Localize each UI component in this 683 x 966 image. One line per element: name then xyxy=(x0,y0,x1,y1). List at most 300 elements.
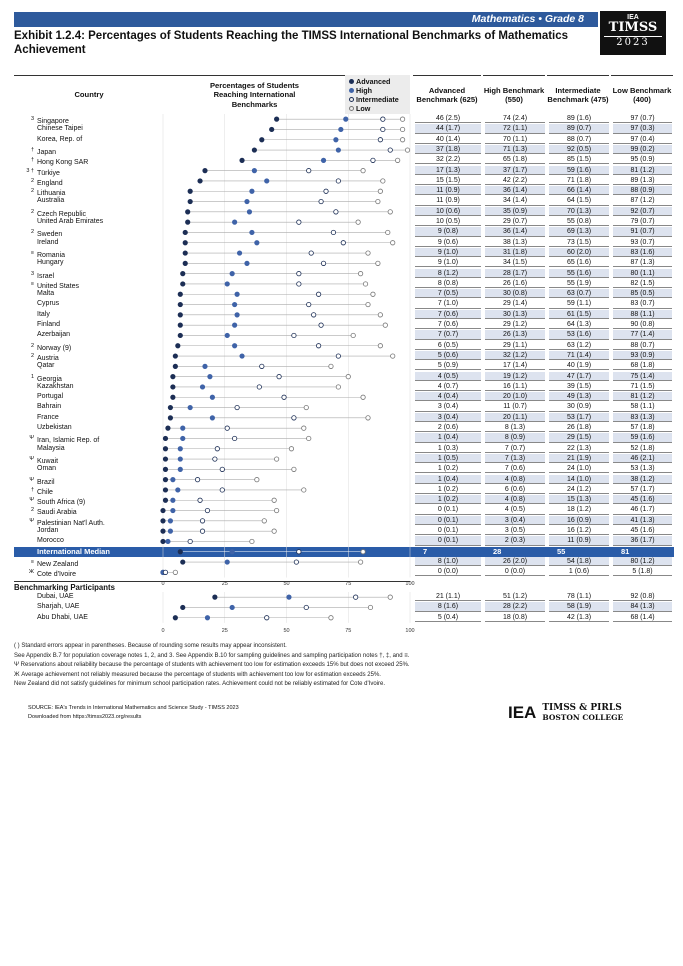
low-dot xyxy=(274,508,278,512)
country-note: 1 xyxy=(30,373,34,380)
low-dot xyxy=(368,605,372,609)
advanced-dot xyxy=(274,117,278,121)
intermediate-dot xyxy=(195,477,199,481)
low-dot xyxy=(351,333,355,337)
benchmark-value: 68 (1.4) xyxy=(613,613,672,622)
high-dot xyxy=(203,364,207,368)
benchmark-value: 5 (1.8) xyxy=(613,567,672,576)
benchmark-value: 83 (0.7) xyxy=(613,299,672,308)
benchmark-value: 4 (0.5) xyxy=(415,372,481,381)
low-dot xyxy=(356,220,360,224)
country-note: 2 xyxy=(30,208,34,215)
high-dot xyxy=(171,477,175,481)
low-dot xyxy=(400,138,404,142)
intermediate-dot xyxy=(260,364,264,368)
timss-logo: IEA TIMSS 2023 xyxy=(600,11,666,55)
benchmark-value: 7 (0.7) xyxy=(485,444,545,453)
benchmark-value: 81 (1.2) xyxy=(613,166,672,175)
intermediate-dot xyxy=(297,282,301,286)
benchmark-value: 17 (1.3) xyxy=(415,166,481,175)
benchmark-value: 70 (1.3) xyxy=(549,207,609,216)
benchmark-value: 8 (0.9) xyxy=(485,433,545,442)
col-country: Country xyxy=(14,75,164,114)
low-dot xyxy=(363,282,367,286)
intermediate-dot xyxy=(232,436,236,440)
benchmark-value: 42 (2.2) xyxy=(485,176,545,185)
high-dot xyxy=(208,374,212,378)
high-dot xyxy=(181,436,185,440)
high-dot xyxy=(225,282,229,286)
intermediate-dot xyxy=(309,251,313,255)
intermediate-dot xyxy=(371,158,375,162)
benchmark-value: 59 (1.6) xyxy=(549,166,609,175)
benchmark-value: 70 (1.1) xyxy=(485,135,545,144)
benchmark-value: 24 (1.2) xyxy=(549,485,609,494)
benchmark-value: 69 (1.3) xyxy=(549,227,609,236)
benchmark-value: 45 (1.6) xyxy=(613,526,672,535)
intermediate-dot xyxy=(319,323,323,327)
country-name: 3 Singapore xyxy=(20,114,170,127)
benchmark-value: 26 (1.6) xyxy=(485,279,545,288)
benchmark-value: 66 (1.4) xyxy=(549,186,609,195)
benchmark-value: 92 (0.8) xyxy=(613,592,672,601)
benchmark-value: 5 (0.6) xyxy=(415,351,481,360)
country-name: 2 Saudi Arabia xyxy=(20,505,170,518)
advanced-dot xyxy=(163,498,167,502)
low-dot xyxy=(329,364,333,368)
col-low: Low Benchmark (400) xyxy=(611,75,673,114)
benchmark-value: 10 (0.6) xyxy=(415,207,481,216)
country-name: Australia xyxy=(37,197,65,205)
axis-tick-label: 100 xyxy=(405,628,415,634)
benchmark-value: 92 (0.7) xyxy=(613,207,672,216)
country-name: ≡ Romania xyxy=(20,248,170,261)
benchmark-value: 57 (1.7) xyxy=(613,485,672,494)
intermediate-dot xyxy=(200,519,204,523)
intermediate-dot xyxy=(235,405,239,409)
benchmark-value: 55 (1.9) xyxy=(549,279,609,288)
axis-tick-label: 25 xyxy=(221,628,228,634)
advanced-dot xyxy=(269,127,273,131)
benchmark-value: 22 (1.3) xyxy=(549,444,609,453)
high-dot xyxy=(245,261,249,265)
low-dot xyxy=(173,570,177,574)
high-dot xyxy=(287,595,291,599)
col-chart: Percentages of Students Reaching International Benchmarks xyxy=(164,75,345,114)
benchmark-value: 28 xyxy=(485,547,545,556)
benchmark-value: 4 (0.8) xyxy=(485,495,545,504)
high-dot xyxy=(178,467,182,471)
benchmark-value: 38 (1.3) xyxy=(485,238,545,247)
benchmark-value: 59 (1.6) xyxy=(613,433,672,442)
benchmark-value: 26 (1.8) xyxy=(549,423,609,432)
benchmark-value: 8 (1.0) xyxy=(415,557,481,566)
benchmark-value: 4 (0.5) xyxy=(485,505,545,514)
country-note: 2 xyxy=(30,177,34,184)
advanced-dot xyxy=(163,447,167,451)
benchmark-value: 1 (0.6) xyxy=(549,567,609,576)
advanced-dot xyxy=(178,333,182,337)
intermediate-dot xyxy=(321,261,325,265)
country-note: Ψ xyxy=(29,435,34,442)
benchmark-value: 4 (0.7) xyxy=(415,382,481,391)
high-dot xyxy=(255,241,259,245)
country-name: Jordan xyxy=(37,527,59,534)
benchmark-value: 93 (0.9) xyxy=(613,351,672,360)
benchmark-value: 74 (2.4) xyxy=(485,114,545,123)
benchmark-value: 58 (1.1) xyxy=(613,402,672,411)
benchmark-value: 19 (1.2) xyxy=(485,372,545,381)
benchmark-value: 7 (0.7) xyxy=(415,330,481,339)
benchmark-value: 38 (1.2) xyxy=(613,475,672,484)
benchmark-value: 1 (0.2) xyxy=(415,495,481,504)
legend-intermediate: Intermediate xyxy=(349,95,406,104)
benchmark-value: 11 (0.9) xyxy=(549,536,609,545)
benchmark-value: 83 (1.3) xyxy=(613,413,672,422)
benchmark-value: 9 (1.0) xyxy=(415,248,481,257)
high-dot xyxy=(225,560,229,564)
advanced-dot xyxy=(163,488,167,492)
benchmark-value: 8 (0.8) xyxy=(415,279,481,288)
benchmark-value: 90 (0.8) xyxy=(613,320,672,329)
high-dot xyxy=(344,117,348,121)
col-high: High Benchmark (550) xyxy=(483,75,545,114)
benchmark-value: 0 (0.1) xyxy=(415,526,481,535)
country-name: Ψ South Africa (9) xyxy=(20,495,170,508)
advanced-dot xyxy=(171,385,175,389)
country-name: 2 Lithuania xyxy=(20,186,170,199)
low-dot xyxy=(383,323,387,327)
benchmark-value: 11 (0.9) xyxy=(415,186,481,195)
benchmark-value: 42 (1.3) xyxy=(549,613,609,622)
low-dot xyxy=(378,189,382,193)
country-name: Dubai, UAE xyxy=(37,593,74,600)
advanced-dot xyxy=(181,271,185,275)
benchmark-value: 45 (1.6) xyxy=(613,495,672,504)
advanced-dot xyxy=(173,354,177,358)
benchmark-value: 89 (0.7) xyxy=(549,124,609,133)
benchmark-value: 7 (0.5) xyxy=(415,289,481,298)
benchmark-value: 7 (0.6) xyxy=(415,310,481,319)
intermediate-dot xyxy=(297,220,301,224)
country-name: Abu Dhabi, UAE xyxy=(37,613,88,621)
advanced-dot xyxy=(183,230,187,234)
benchmark-value: 18 (0.8) xyxy=(485,613,545,622)
benchmark-value: 2 (0.6) xyxy=(415,423,481,432)
benchmark-value: 1 (0.2) xyxy=(415,464,481,473)
benchmark-value: 7 (0.6) xyxy=(485,464,545,473)
country-name: United Arab Emirates xyxy=(37,218,104,225)
advanced-dot xyxy=(183,251,187,255)
country-name: Kazakhstan xyxy=(37,382,74,390)
high-dot xyxy=(321,158,325,162)
country-name: Ж Cote d'Ivoire xyxy=(20,567,170,580)
legend-high: High xyxy=(349,86,406,95)
benchmark-value: 72 (1.1) xyxy=(485,124,545,133)
high-dot xyxy=(237,251,241,255)
benchmark-value: 28 (2.2) xyxy=(485,602,545,611)
low-dot xyxy=(386,230,390,234)
advanced-dot xyxy=(213,595,217,599)
benchmark-value: 46 (2.1) xyxy=(613,454,672,463)
country-note: Ψ xyxy=(29,476,34,483)
low-dot xyxy=(366,416,370,420)
low-dot xyxy=(361,395,365,399)
low-dot xyxy=(395,158,399,162)
advanced-dot xyxy=(203,168,207,172)
high-dot xyxy=(265,179,269,183)
high-dot xyxy=(200,385,204,389)
benchmark-value: 4 (0.4) xyxy=(415,392,481,401)
benchmark-value: 34 (1.4) xyxy=(485,196,545,205)
low-dot xyxy=(272,498,276,502)
benchmark-value: 26 (2.0) xyxy=(485,557,545,566)
benchmark-value: 40 (1.4) xyxy=(415,135,481,144)
benchmark-value: 26 (1.3) xyxy=(485,330,545,339)
high-dot xyxy=(230,550,234,554)
benchmark-value: 64 (1.3) xyxy=(549,320,609,329)
country-note: Ψ xyxy=(29,455,34,462)
benchmark-value: 21 (1.9) xyxy=(549,454,609,463)
advanced-dot xyxy=(176,344,180,348)
benchmark-value: 68 (1.8) xyxy=(613,361,672,370)
advanced-dot xyxy=(178,292,182,296)
low-dot xyxy=(361,168,365,172)
benchmark-value: 87 (1.3) xyxy=(613,258,672,267)
benchmark-value: 53 (1.7) xyxy=(549,413,609,422)
low-dot xyxy=(391,354,395,358)
benchmark-value: 16 (1.2) xyxy=(549,526,609,535)
benchmark-value: 55 (0.8) xyxy=(549,217,609,226)
intermediate-dot xyxy=(163,570,167,574)
benchmark-value: 75 (1.4) xyxy=(613,372,672,381)
country-name: International Median xyxy=(37,546,110,556)
benchmark-value: 24 (1.0) xyxy=(549,464,609,473)
advanced-dot xyxy=(178,313,182,317)
country-note: Ж xyxy=(28,569,34,576)
high-dot xyxy=(250,189,254,193)
high-dot xyxy=(171,508,175,512)
intermediate-dot xyxy=(292,416,296,420)
country-note: ≡ xyxy=(30,280,34,287)
col-intermediate: Intermediate Benchmark (475) xyxy=(547,75,609,114)
axis-tick-label: 100 xyxy=(405,581,415,587)
advanced-dot xyxy=(188,189,192,193)
advanced-dot xyxy=(252,148,256,152)
benchmark-value: 16 (0.9) xyxy=(549,516,609,525)
low-dot xyxy=(400,117,404,121)
intermediate-dot xyxy=(297,550,301,554)
benchmark-value: 30 (1.3) xyxy=(485,310,545,319)
advanced-dot xyxy=(260,138,264,142)
benchmark-value: 5 (0.9) xyxy=(415,361,481,370)
high-dot xyxy=(252,168,256,172)
advanced-dot xyxy=(240,158,244,162)
benchmark-value: 35 (0.9) xyxy=(485,207,545,216)
axis-tick-label: 0 xyxy=(161,628,165,634)
benchmark-value: 88 (0.7) xyxy=(613,341,672,350)
benchmark-value: 93 (0.7) xyxy=(613,238,672,247)
low-dot xyxy=(336,385,340,389)
benchmark-value: 18 (1.2) xyxy=(549,505,609,514)
benchmark-value: 71 (1.3) xyxy=(485,145,545,154)
benchmark-value: 89 (1.3) xyxy=(613,176,672,185)
low-dot xyxy=(302,488,306,492)
high-dot xyxy=(336,148,340,152)
high-dot xyxy=(250,230,254,234)
benchmark-value: 84 (1.3) xyxy=(613,602,672,611)
intermediate-dot xyxy=(205,508,209,512)
low-dot xyxy=(388,595,392,599)
benchmark-value: 88 (1.1) xyxy=(613,310,672,319)
low-dot xyxy=(358,560,362,564)
high-dot xyxy=(225,333,229,337)
advanced-dot xyxy=(168,416,172,420)
country-name: 3 † Türkiye xyxy=(20,166,170,179)
advanced-dot xyxy=(171,374,175,378)
source: SOURCE: IEA's Trends in International Mathematics and Science Study - TIMSS 2023 Downloaded from https://timss2023.org/results xyxy=(28,705,239,720)
advanced-dot xyxy=(186,220,190,224)
legend-low: Low xyxy=(349,104,406,113)
benchmark-value: 80 (1.2) xyxy=(613,557,672,566)
benchmark-value: 16 (1.1) xyxy=(485,382,545,391)
low-dot xyxy=(388,210,392,214)
advanced-dot xyxy=(171,395,175,399)
high-dot xyxy=(232,323,236,327)
benchmark-value: 1 (0.3) xyxy=(415,444,481,453)
intermediate-dot xyxy=(188,539,192,543)
benchmark-value: 52 (1.8) xyxy=(613,444,672,453)
intermediate-dot xyxy=(220,467,224,471)
benchmark-value: 30 (0.9) xyxy=(549,402,609,411)
benchmark-value: 92 (0.5) xyxy=(549,145,609,154)
low-dot xyxy=(358,271,362,275)
benchmark-value: 0 (0.0) xyxy=(415,567,481,576)
axis-1 xyxy=(161,581,415,591)
axis-2 xyxy=(161,628,415,638)
advanced-dot xyxy=(186,210,190,214)
benchmark-value: 36 (1.7) xyxy=(613,536,672,545)
advanced-dot xyxy=(188,199,192,203)
intermediate-dot xyxy=(198,498,202,502)
benchmark-value: 17 (1.4) xyxy=(485,361,545,370)
benchmark-value: 49 (1.3) xyxy=(549,392,609,401)
benchmark-value: 1 (0.5) xyxy=(415,454,481,463)
country-name: † Japan xyxy=(20,145,170,158)
benchmark-value: 10 (0.5) xyxy=(415,217,481,226)
advanced-dot xyxy=(181,282,185,286)
advanced-dot xyxy=(163,477,167,481)
benchmark-value: 0 (0.1) xyxy=(415,505,481,514)
benchmark-value: 85 (0.5) xyxy=(613,289,672,298)
benchmark-value: 4 (0.8) xyxy=(485,475,545,484)
exhibit-title: Exhibit 1.2.4: Percentages of Students Reaching the TIMSS International Benchmarks of Mathematics Achievement xyxy=(14,30,569,56)
benchmark-value: 5 (0.4) xyxy=(415,613,481,622)
benchmark-value: 7 (1.3) xyxy=(485,454,545,463)
high-dot xyxy=(171,498,175,502)
benchmark-value: 6 (0.6) xyxy=(485,485,545,494)
benchmark-value: 29 (1.2) xyxy=(485,320,545,329)
benchmark-value: 6 (0.5) xyxy=(415,341,481,350)
benchmark-value: 55 (1.6) xyxy=(549,269,609,278)
high-dot xyxy=(235,292,239,296)
benchmark-value: 0 (0.1) xyxy=(415,536,481,545)
benchmark-value: 3 (0.4) xyxy=(485,516,545,525)
country-name: 1 Georgia xyxy=(20,372,170,385)
country-name: Chinese Taipei xyxy=(37,125,83,133)
advanced-dot xyxy=(198,179,202,183)
country-name: 2 England xyxy=(20,176,170,189)
country-name: Korea, Rep. of xyxy=(37,135,83,143)
benchmark-value: 51 (1.2) xyxy=(485,592,545,601)
country-name: † Hong Kong SAR xyxy=(20,155,170,168)
low-dot xyxy=(381,179,385,183)
advanced-dot xyxy=(163,436,167,440)
benchmark-value: 58 (1.9) xyxy=(549,602,609,611)
benchmark-value: 31 (1.8) xyxy=(485,248,545,257)
low-dot xyxy=(302,426,306,430)
low-dot xyxy=(361,550,365,554)
axis-tick-label: 75 xyxy=(345,628,352,634)
high-dot xyxy=(205,616,209,620)
benchmark-value: 65 (1.6) xyxy=(549,258,609,267)
intermediate-dot xyxy=(334,210,338,214)
benchmark-value: 88 (0.7) xyxy=(549,135,609,144)
low-dot xyxy=(371,292,375,296)
high-dot xyxy=(232,302,236,306)
advanced-dot xyxy=(163,467,167,471)
high-dot xyxy=(210,416,214,420)
benchmark-value: 91 (0.7) xyxy=(613,227,672,236)
country-name: Ψ Palestinian Nat'l Auth. xyxy=(20,516,170,529)
benchmark-value: 79 (0.7) xyxy=(613,217,672,226)
country-name: Ψ Iran, Islamic Rep. of xyxy=(20,433,170,446)
country-name: Oman xyxy=(37,465,57,473)
benchmark-value: 73 (1.5) xyxy=(549,238,609,247)
high-dot xyxy=(334,138,338,142)
country-name: † Chile xyxy=(20,485,170,498)
intermediate-dot xyxy=(324,189,328,193)
country-note: 2 xyxy=(30,352,34,359)
benchmark-value: 0 (0.1) xyxy=(415,516,481,525)
benchmark-value: 97 (0.3) xyxy=(613,124,672,133)
advanced-dot xyxy=(161,508,165,512)
country-note: 3 xyxy=(30,270,34,277)
benchmark-value: 29 (0.7) xyxy=(485,217,545,226)
country-note: 3 xyxy=(30,116,34,122)
benchmark-value: 71 (1.8) xyxy=(549,176,609,185)
high-dot xyxy=(245,199,249,203)
axis-tick-label: 25 xyxy=(221,581,228,587)
low-dot xyxy=(272,529,276,533)
high-dot xyxy=(166,539,170,543)
benchmark-value: 71 (1.4) xyxy=(549,351,609,360)
intermediate-dot xyxy=(353,595,357,599)
intermediate-dot xyxy=(311,313,315,317)
benchmark-value: 81 xyxy=(613,547,672,556)
benchmark-value: 97 (0.7) xyxy=(613,114,672,123)
high-dot xyxy=(230,271,234,275)
low-dot xyxy=(376,199,380,203)
benchmark-value: 3 (0.4) xyxy=(415,402,481,411)
benchmark-value: 32 (1.2) xyxy=(485,351,545,360)
benchmark-value: 59 (1.1) xyxy=(549,299,609,308)
advanced-dot xyxy=(181,560,185,564)
intermediate-dot xyxy=(200,529,204,533)
benchmark-value: 3 (0.5) xyxy=(485,526,545,535)
intermediate-dot xyxy=(316,292,320,296)
country-note: 2 xyxy=(30,507,34,514)
